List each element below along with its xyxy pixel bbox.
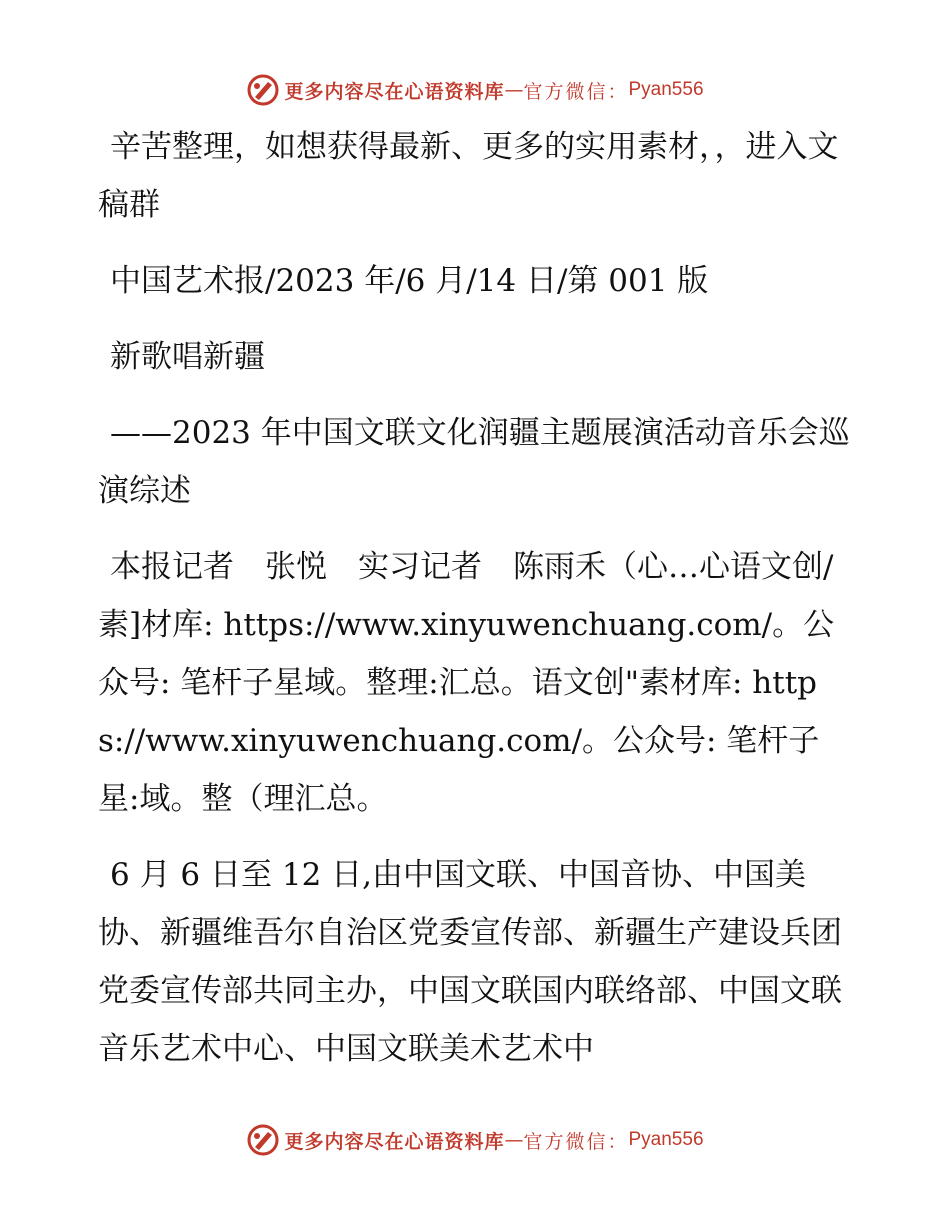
byline-paragraph: 本报记者 张悦 实习记者 陈雨禾（心…心语文创/素]材库: https://www.xinyuwenchuang.com/。公众号: 笔杆子星域。整理:汇总。语文创"素材库: https://www.xinyuwenchuang.com/。公众号: 笔杆子星:域。整（理汇总。 xyxy=(98,549,835,817)
intro-paragraph: 辛苦整理，如想获得最新、更多的实用素材，，进入文稿群 xyxy=(98,129,839,223)
body-paragraph: 6 月 6 日至 12 日,由中国文联、中国音协、中国美协、新疆维吾尔自治区党委宣传部、新疆生产建设兵团党委宣传部共同主办，中国文联国内联络部、中国文联音乐艺术中心、中国文联美术艺术中 xyxy=(98,857,842,1067)
footer-banner xyxy=(0,1120,950,1160)
banner-separator: — xyxy=(504,79,524,101)
banner-wechat-label: 官方微信： xyxy=(523,80,629,103)
banner-wechat-id: Pyan556 xyxy=(628,79,704,100)
banner-title: 更多内容尽在心语资料库 xyxy=(284,1130,505,1153)
brand-logo-icon xyxy=(246,1123,280,1157)
banner-wechat-id: Pyan556 xyxy=(628,1129,704,1150)
header-banner xyxy=(0,70,950,110)
source-line: 中国艺术报/2023 年/6 月/14 日/第 001 版 xyxy=(110,263,709,299)
banner-separator: — xyxy=(504,1129,524,1151)
brand-logo-icon xyxy=(246,73,280,107)
document-body xyxy=(98,118,858,1096)
banner-title: 更多内容尽在心语资料库 xyxy=(284,80,505,103)
banner-wechat-label: 官方微信： xyxy=(523,1130,629,1153)
article-subtitle: ——2023 年中国文联文化润疆主题展演活动音乐会巡演综述 xyxy=(98,415,850,509)
article-title: 新歌唱新疆 xyxy=(110,339,265,375)
